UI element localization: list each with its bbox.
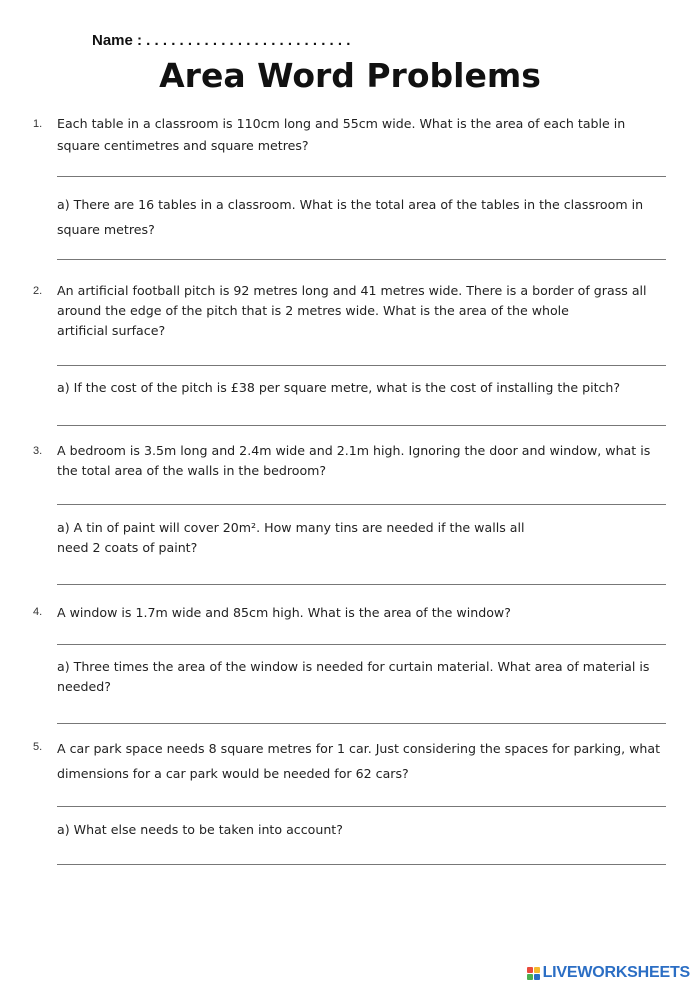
page-title: Area Word Problems xyxy=(159,56,541,95)
question-number: 3. xyxy=(33,445,43,457)
name-field-label: Name : . . . . . . . . . . . . . . . . . . . . . . . . . xyxy=(92,32,351,49)
question-number: 5. xyxy=(33,741,43,753)
sub-question-text xyxy=(57,518,672,558)
question-text xyxy=(57,281,672,341)
sub-question-text-line: need 2 coats of paint? xyxy=(57,540,198,555)
question-text-line: An artificial football pitch is 92 metres long and 41 metres wide. There is a border of grass all xyxy=(57,283,647,298)
question-number: 1. xyxy=(33,118,43,130)
question-text-line: around the edge of the pitch that is 2 metres wide. What is the area of the whole xyxy=(57,303,569,318)
question-text: A car park space needs 8 square metres for 1 car. Just considering the spaces for parking, what dimensions for a car park would be needed for 62 cars? xyxy=(57,741,661,781)
question-text: Each table in a classroom is 110cm long and 55cm wide. What is the area of each table in square centimetres and square metres? xyxy=(57,116,626,153)
question-text: A bedroom is 3.5m long and 2.4m wide and 2.1m high. Ignoring the door and window, what is the total area of the walls in the bedroom? xyxy=(57,443,651,478)
logo-grid-icon xyxy=(527,967,540,980)
question-number: 2. xyxy=(33,285,43,297)
liveworksheets-logo[interactable] xyxy=(527,963,690,983)
sub-question-text: a) If the cost of the pitch is £38 per square metre, what is the cost of installing the pitch? xyxy=(57,380,621,395)
question-text-line: artificial surface? xyxy=(57,323,166,338)
answer-line[interactable] xyxy=(57,504,666,505)
question-text: A window is 1.7m wide and 85cm high. What is the area of the window? xyxy=(57,605,511,620)
answer-line[interactable] xyxy=(57,425,666,426)
answer-line[interactable] xyxy=(57,176,666,177)
answer-line[interactable] xyxy=(57,864,666,865)
answer-line[interactable] xyxy=(57,806,666,807)
answer-line[interactable] xyxy=(57,723,666,724)
sub-question-text: a) There are 16 tables in a classroom. What is the total area of the tables in the classroom in square metres? xyxy=(57,197,644,237)
sub-question-text-line: a) A tin of paint will cover 20m². How many tins are needed if the walls all xyxy=(57,520,525,535)
sub-question-text: a) Three times the area of the window is needed for curtain material. What area of material is needed? xyxy=(57,659,650,694)
logo-text: LIVEWORKSHEETS xyxy=(542,964,690,981)
answer-line[interactable] xyxy=(57,259,666,260)
question-number: 4. xyxy=(33,606,43,618)
sub-question-text: a) What else needs to be taken into account? xyxy=(57,822,343,837)
answer-line[interactable] xyxy=(57,365,666,366)
answer-line[interactable] xyxy=(57,584,666,585)
answer-line[interactable] xyxy=(57,644,666,645)
